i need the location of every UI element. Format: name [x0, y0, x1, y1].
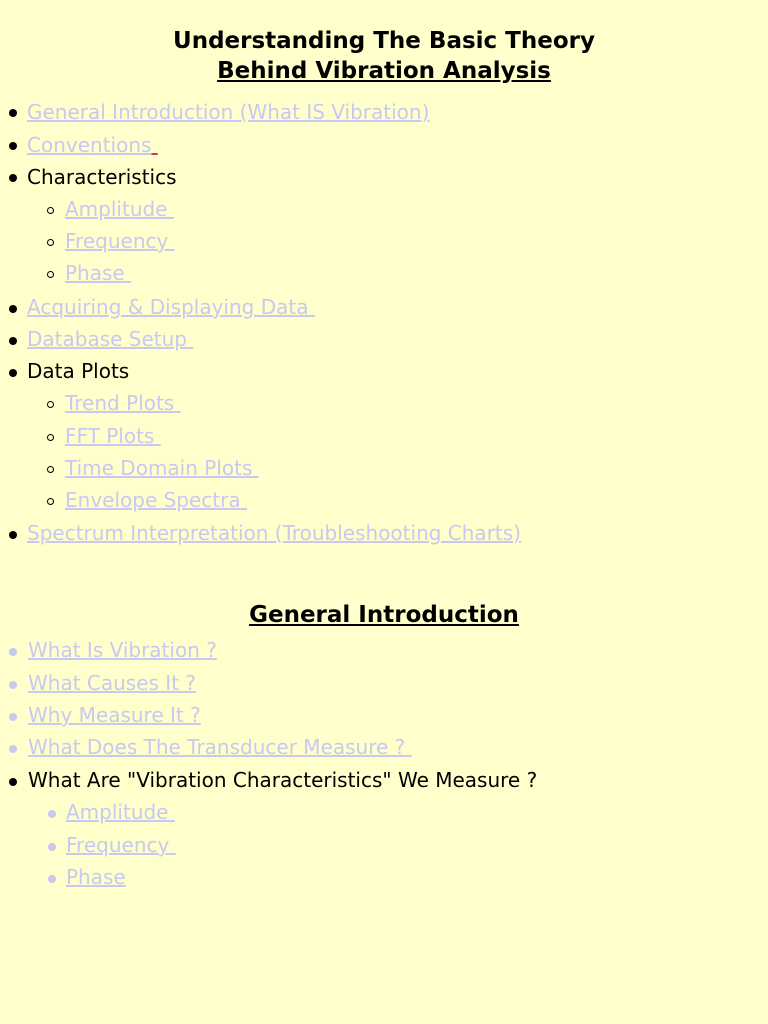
toc-link-acquiring-displaying-data[interactable]: Acquiring & Displaying Data	[27, 295, 309, 319]
section-title: General Introduction	[249, 602, 519, 628]
toc-link-time-domain-plots[interactable]: Time Domain Plots	[65, 456, 253, 480]
bullet-icon	[9, 531, 17, 539]
bullet-icon	[9, 142, 17, 150]
link-what-causes-it[interactable]: What Causes It ?	[28, 671, 197, 695]
bullet-icon	[9, 745, 17, 753]
circle-bullet-icon	[47, 207, 54, 214]
toc-link-trend-plots[interactable]: Trend Plots	[65, 391, 175, 415]
bullet-icon	[9, 174, 17, 182]
toc-link-general-introduction[interactable]: General Introduction (What IS Vibration)	[27, 100, 430, 124]
toc-link-frequency[interactable]: Frequency	[65, 229, 169, 253]
toc-link-fft-plots[interactable]: FFT Plots	[65, 424, 155, 448]
toc-link-spectrum-interpretation[interactable]: Spectrum Interpretation (Troubleshooting Charts)	[27, 521, 521, 545]
circle-bullet-icon	[47, 498, 54, 505]
bullet-icon	[9, 337, 17, 345]
toc-link-amplitude[interactable]: Amplitude	[65, 197, 168, 221]
toc-link-database-setup[interactable]: Database Setup	[27, 327, 187, 351]
circle-bullet-icon	[47, 239, 54, 246]
link-amplitude[interactable]: Amplitude	[66, 800, 169, 824]
page-title-line1: Understanding The Basic Theory	[173, 28, 595, 54]
bullet-icon	[9, 109, 17, 117]
bullet-icon	[9, 778, 17, 786]
bullet-icon	[48, 843, 56, 851]
link-frequency[interactable]: Frequency	[66, 833, 170, 857]
circle-bullet-icon	[47, 401, 54, 408]
bullet-icon	[9, 305, 17, 313]
circle-bullet-icon	[47, 434, 54, 441]
toc-heading-characteristics: Characteristics	[27, 165, 177, 189]
circle-bullet-icon	[47, 466, 54, 473]
toc-link-phase[interactable]: Phase	[65, 261, 125, 285]
toc-link-envelope-spectra[interactable]: Envelope Spectra	[65, 488, 241, 512]
page-title-line2: Behind Vibration Analysis	[217, 58, 551, 84]
heading-vibration-characteristics: What Are "Vibration Characteristics" We Measure ?	[28, 768, 538, 792]
link-why-measure-it[interactable]: Why Measure It ?	[28, 703, 201, 727]
toc-heading-data-plots: Data Plots	[27, 359, 130, 383]
link-phase[interactable]: Phase	[66, 865, 126, 889]
circle-bullet-icon	[47, 271, 54, 278]
toc-link-conventions[interactable]: Conventions	[27, 133, 152, 157]
bullet-icon	[9, 681, 17, 689]
bullet-icon	[9, 648, 17, 656]
link-what-is-vibration[interactable]: What Is Vibration ?	[28, 638, 217, 662]
bullet-icon	[48, 810, 56, 818]
bullet-icon	[48, 875, 56, 883]
link-transducer-measure[interactable]: What Does The Transducer Measure ?	[28, 735, 406, 759]
bullet-icon	[9, 369, 17, 377]
bullet-icon	[9, 713, 17, 721]
